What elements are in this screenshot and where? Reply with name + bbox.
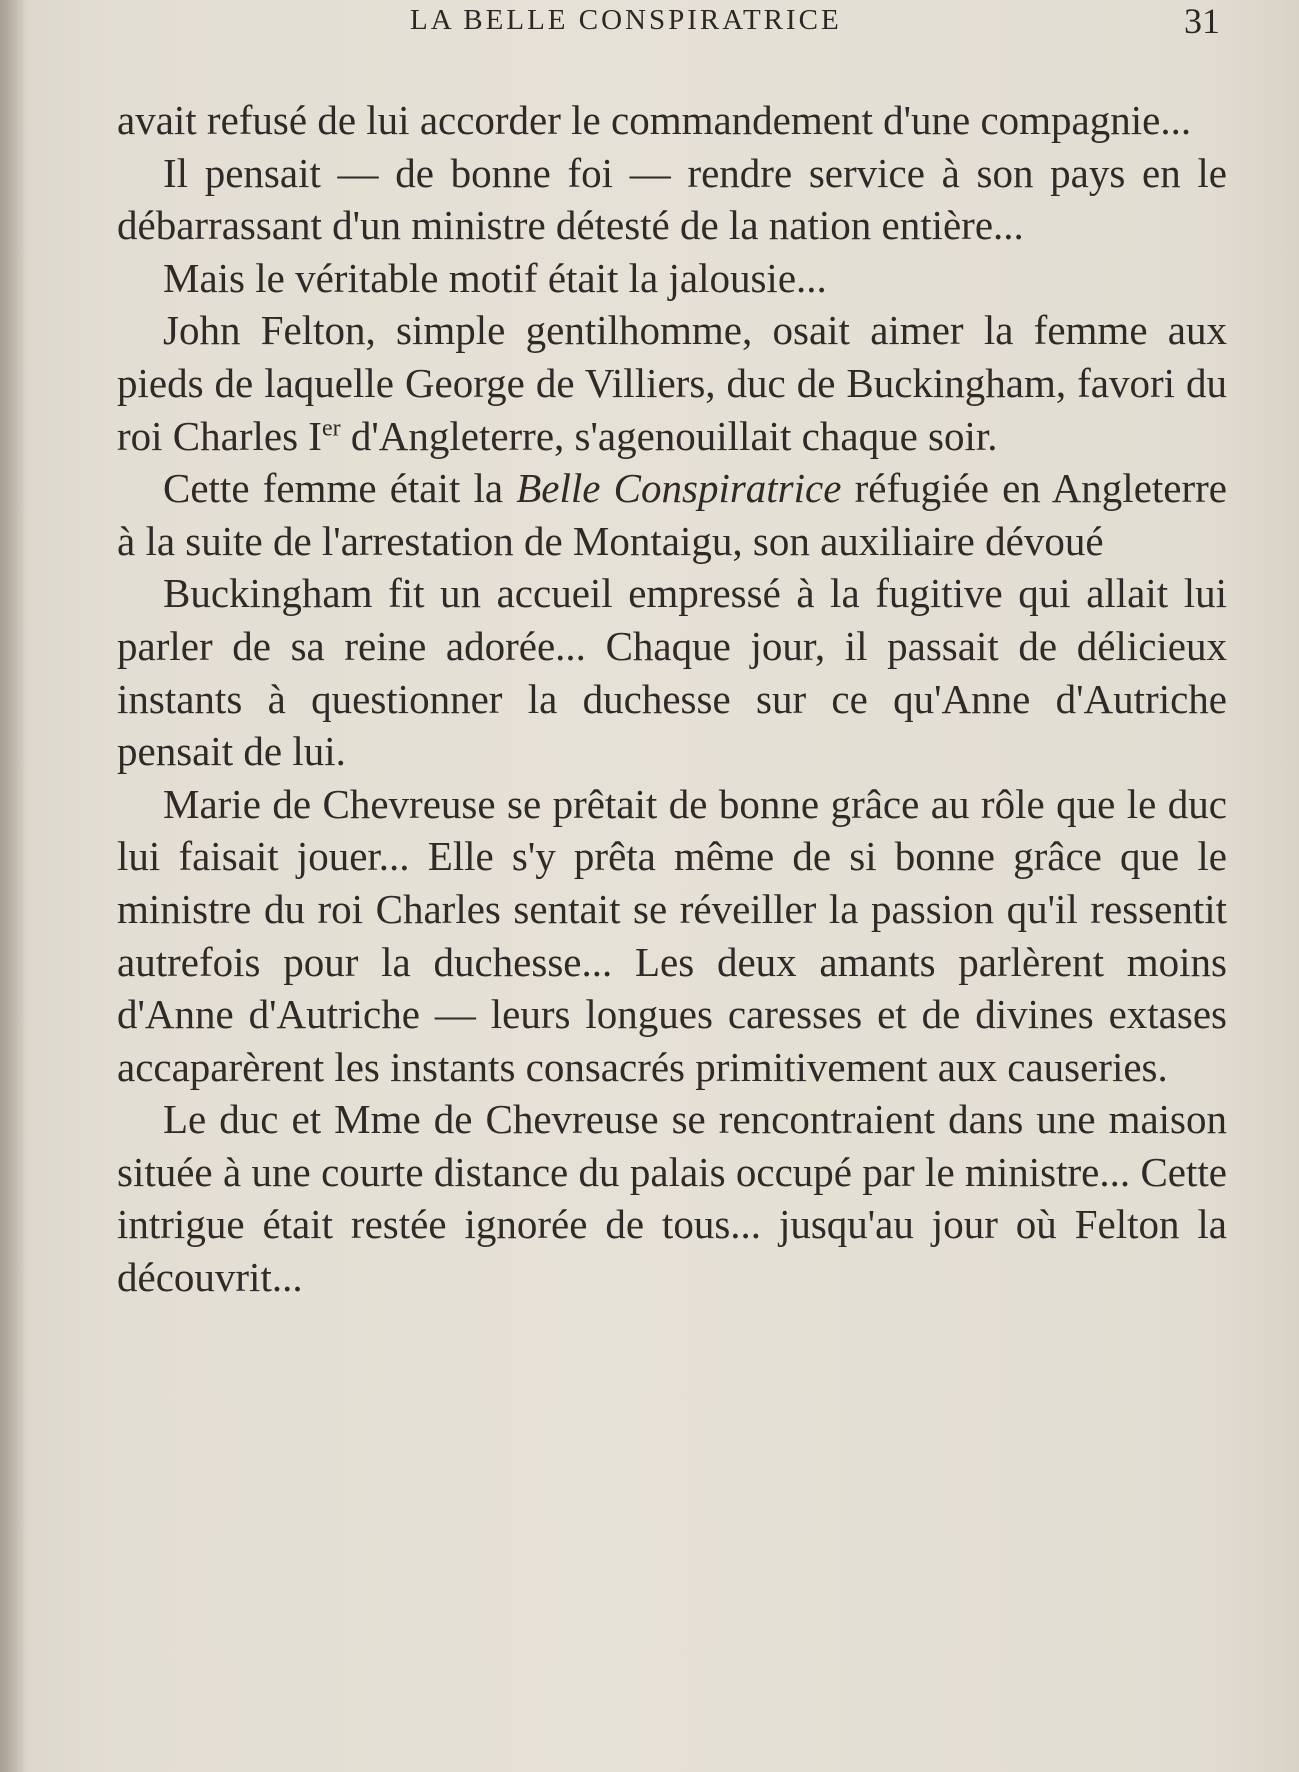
body-text xyxy=(117,94,1227,1304)
paragraph-8: Le duc et Mme de Chevreuse se rencontraient dans une maison située à une courte distance du palais occupé par le ministre... Cette intrigue était restée ignorée de tous... jusqu'au jour où Felton la découvrit... xyxy=(117,1096,1227,1301)
superscript-er: er xyxy=(321,414,341,441)
paragraph-7: Marie de Chevreuse se prêtait de bonne grâce au rôle que le duc lui faisait jouer... Elle s'y prêta même de si bonne grâce que le ministre du roi Charles sentait se réveiller la passion qu'il ressentit autrefois pour la duchesse... Les deux amants parlèrent moins d'Anne d'Autriche — leurs longues caresses et de divines extases accaparèrent les instants consacrés primitivement aux causeries. xyxy=(117,780,1227,1090)
paragraph-5 xyxy=(117,462,1227,567)
italic-title: Belle Conspiratrice xyxy=(516,465,842,512)
binding-shadow xyxy=(0,0,26,1772)
paragraph-4-after: d'Angleterre, s'agenouillait chaque soir. xyxy=(340,412,998,459)
paragraph-6: Buckingham fit un accueil empressé à la fugitive qui allait lui parler de sa reine adorée... Chaque jour, il passait de délicieux instants à questionner la duchesse sur ce qu'Anne d'Autriche pensait de lui. xyxy=(117,570,1227,775)
paragraph-4 xyxy=(117,304,1227,462)
page-number: 31 xyxy=(1184,1,1220,41)
paragraph-1: avait refusé de lui accorder le commandement d'une compagnie... xyxy=(117,97,1192,143)
paragraph-5-before: Cette femme était la xyxy=(163,465,517,512)
paragraph-2: Il pensait — de bonne foi — rendre service à son pays en le débarrassant d'un ministre détesté de la nation entière... xyxy=(117,149,1227,249)
paragraph-5-after: réfugiée en Angleterre à la suite de l'arrestation de Montaigu, son auxiliaire dévoué xyxy=(117,465,1227,564)
paragraph-4-before: John Felton, simple gentilhomme, osait aimer la femme aux pieds de laquelle George de Villiers, duc de Buckingham, favori du roi Charles I xyxy=(117,307,1227,459)
paragraph-3: Mais le véritable motif était la jalousie... xyxy=(163,254,827,301)
running-head: LA BELLE CONSPIRATRICE xyxy=(410,4,842,36)
